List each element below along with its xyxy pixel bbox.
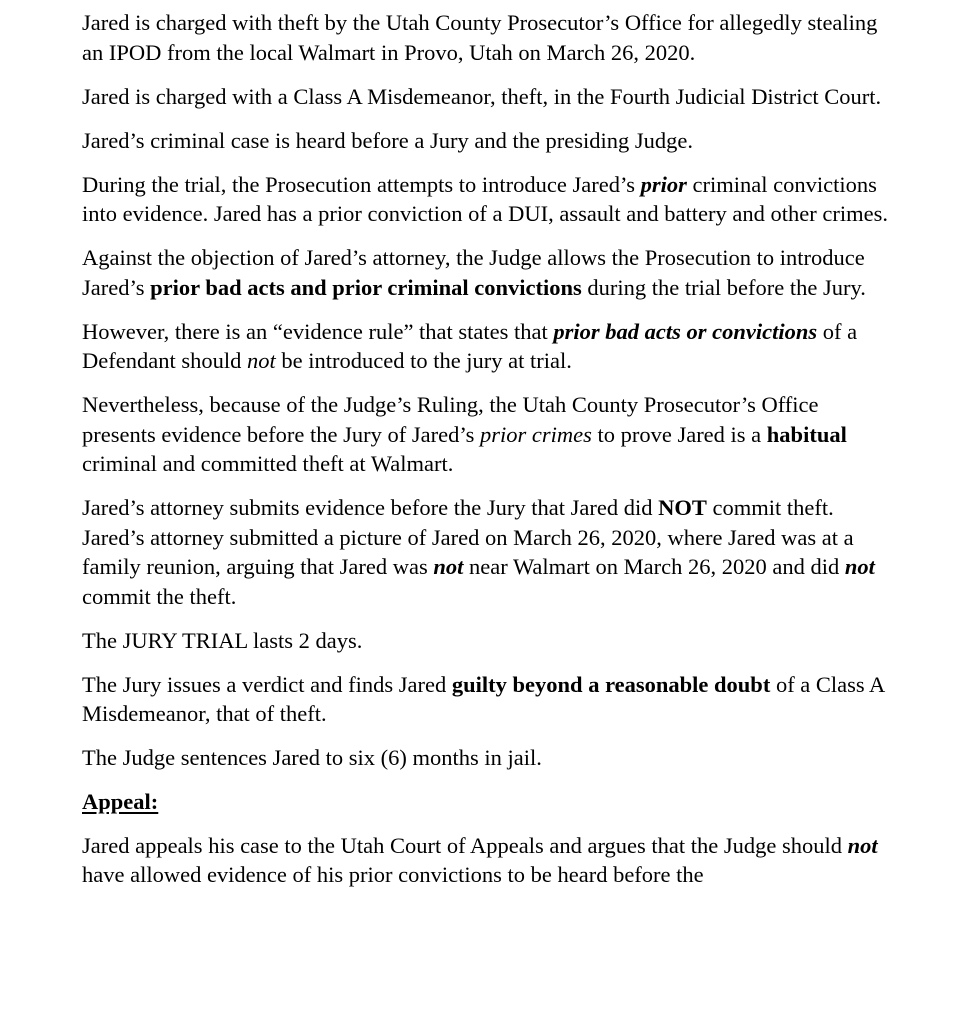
text-run: Against the objection of Jared’s attorney, the Judge allows the Prosecution to introduce Jared’s	[82, 245, 865, 300]
text-run: The Judge sentences Jared to six (6) months in jail.	[82, 745, 542, 770]
paragraph-defense-evidence	[82, 493, 892, 611]
text-run: Jared is charged with a Class A Misdemeanor, theft, in the Fourth Judicial District Court.	[82, 83, 882, 109]
emphasis-bold-italic: not	[847, 832, 878, 858]
text-run: Jared is charged with theft by the Utah County Prosecutor’s Office for allegedly stealing an IPOD from the local Walmart in Provo, Utah on March 26, 2020.	[82, 10, 878, 65]
paragraph-verdict	[82, 670, 892, 729]
emphasis-bold-italic: not	[433, 554, 464, 579]
text-run: criminal convictions into evidence. Jared has a prior conviction of a DUI, assault and battery and other crimes.	[82, 171, 888, 226]
text-run: However, there is an “evidence rule” that states that	[82, 318, 554, 344]
text-run: Nevertheless, because of the Judge’s Ruling, the Utah County Prosecutor’s Office presents evidence before the Jury of Jared’s	[82, 392, 819, 447]
emphasis-italic: not	[246, 348, 276, 373]
emphasis-bold: NOT	[658, 495, 707, 520]
paragraph-misdemeanor	[82, 82, 892, 112]
text-run: of a Class A Misdemeanor, that of theft.	[82, 671, 885, 726]
emphasis-bold-italic: prior bad acts or convictions	[553, 318, 818, 344]
text-run: criminal and committed theft at Walmart.	[82, 451, 454, 476]
paragraph-ruling	[82, 390, 892, 479]
text-run: to prove Jared is a	[591, 421, 767, 447]
text-run: Jared appeals his case to the Utah Court of Appeals and argues that the Judge should	[82, 832, 848, 858]
text-run: The JURY TRIAL lasts 2 days.	[82, 627, 363, 653]
text-run: The Jury issues a verdict and finds Jared	[82, 671, 452, 697]
text-run: near Walmart on March 26, 2020 and did	[463, 554, 845, 579]
text-run: have allowed evidence of his prior convictions to be heard before the	[82, 862, 704, 887]
text-run: of a Defendant should	[82, 318, 858, 373]
section-heading-appeal	[82, 787, 892, 817]
heading-text: Appeal:	[82, 789, 159, 814]
emphasis-bold-italic: prior	[640, 171, 687, 197]
text-run: commit theft. Jared’s attorney submitted a picture of Jared on March 26, 2020, where Jared was at a family reunion, arguing that Jared was	[82, 495, 854, 579]
document-page	[82, 8, 892, 904]
text-run: Jared’s criminal case is heard before a Jury and the presiding Judge.	[82, 127, 694, 153]
paragraph-charge	[82, 8, 892, 67]
paragraph-prior-convictions	[82, 170, 892, 229]
emphasis-bold-italic: not	[844, 554, 875, 579]
paragraph-objection	[82, 243, 892, 302]
text-run: during the trial before the Jury.	[581, 274, 866, 300]
emphasis-bold: habitual	[766, 421, 847, 447]
paragraph-sentence	[82, 743, 892, 773]
paragraph-evidence-rule	[82, 317, 892, 376]
paragraph-appeal	[82, 831, 892, 890]
text-run: Jared’s attorney submits evidence before the Jury that Jared did	[82, 495, 659, 520]
text-run: be introduced to the jury at trial.	[275, 348, 572, 373]
emphasis-bold: guilty beyond a reasonable doubt	[451, 671, 771, 697]
emphasis-bold: prior bad acts and prior criminal convictions	[150, 274, 582, 300]
emphasis-italic: prior crimes	[479, 421, 592, 447]
text-run: During the trial, the Prosecution attempts to introduce Jared’s	[82, 171, 641, 197]
paragraph-trial-length	[82, 626, 892, 656]
paragraph-jury	[82, 126, 892, 156]
text-run: commit the theft.	[82, 583, 237, 609]
